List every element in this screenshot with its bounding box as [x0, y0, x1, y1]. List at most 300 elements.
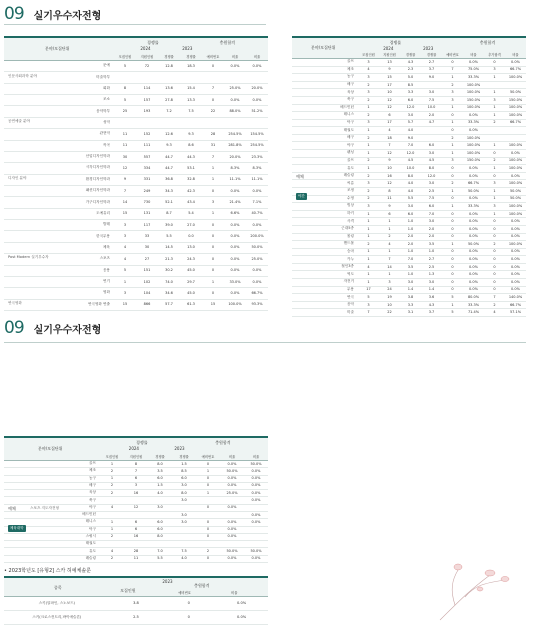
table-cell: 0	[187, 615, 190, 619]
table-cell: 1	[493, 188, 496, 193]
table-cell: 3	[367, 59, 370, 64]
table-cell: 0.0%	[227, 505, 237, 510]
table-cell: 131	[143, 211, 151, 216]
table-row	[4, 596, 268, 611]
column-subheader: 비율	[512, 53, 519, 58]
table-cell: 0	[211, 290, 215, 295]
table-cell: 2.5	[133, 615, 139, 619]
row-unit-label: 축구	[89, 497, 96, 502]
table-cell: 1	[451, 143, 454, 148]
table-cell: 7	[388, 143, 391, 148]
table-cell: 0.0%	[469, 279, 478, 284]
table-cell: 3.0	[428, 181, 435, 186]
table-cell: 1.0	[407, 272, 414, 277]
table-cell: 0	[211, 234, 215, 239]
table-row	[4, 610, 268, 625]
column-group-pass: 충원합격	[215, 440, 231, 445]
section-header-left	[4, 4, 101, 24]
table-cell: 36.8	[165, 177, 173, 182]
table-cell: 0.0%	[251, 556, 261, 561]
table-cell: 9.0	[428, 74, 435, 79]
row-unit-label: 패션디자인학과	[85, 188, 110, 193]
table-cell: 5	[451, 310, 454, 315]
table-cell: 5	[123, 63, 127, 68]
table-cell: 0.0%	[251, 476, 261, 481]
table-cell: 0	[211, 188, 215, 193]
table-cell: 72	[144, 63, 150, 68]
table-cell: 1	[211, 211, 215, 216]
table-cell: 50.0%	[509, 188, 522, 193]
row-unit-label: 축구	[347, 97, 354, 102]
table-cell: 3	[367, 181, 370, 186]
table-cell: 3.5	[428, 241, 435, 246]
table-cell: 2	[110, 468, 114, 473]
table-cell: 5	[123, 268, 127, 273]
row-unit-label: 탁구	[89, 526, 96, 531]
table-cell: 0.0%	[469, 173, 478, 178]
table-cell: 8.7	[166, 211, 172, 216]
table-cell: 10.0	[406, 166, 415, 171]
table-cell: 0.0%	[469, 112, 478, 117]
column-subheader: 비율	[228, 454, 236, 459]
table-cell: 3.3	[407, 90, 414, 95]
table-cell: 1.3	[428, 272, 435, 277]
table-row	[4, 555, 268, 563]
table-cell: 3	[388, 279, 391, 284]
table-cell: 9.0	[407, 135, 414, 140]
table-cell: 0.0%	[469, 234, 478, 239]
flower-illustration	[430, 545, 520, 625]
table-cell: 3	[367, 90, 370, 95]
row-unit-label: 음악	[347, 302, 354, 307]
table-cell: 150.0%	[466, 158, 481, 163]
badge: 야간	[298, 194, 305, 199]
table-cell: 14	[122, 200, 128, 205]
column-subheader: 비율	[253, 54, 261, 59]
table-cell: 7.0	[407, 257, 414, 262]
table-cell: 0	[206, 483, 210, 488]
table-cell: 1	[493, 196, 496, 201]
table-cell: 8	[388, 188, 391, 193]
table-cell: 25	[122, 109, 128, 114]
row-unit-label: 육상	[89, 490, 96, 495]
table-cell: 0	[451, 173, 454, 178]
table-cell: 3.1	[407, 310, 414, 315]
table-cell: 7	[134, 468, 138, 473]
row-unit-label: 시각디자인학과	[85, 165, 110, 170]
table-cell: 18	[387, 135, 392, 140]
table-cell: 1	[206, 490, 210, 495]
column-group-pass: 충원합격	[479, 40, 496, 45]
table-cell: 1	[367, 166, 370, 171]
table-cell: 100.0%	[466, 105, 481, 110]
table-cell: 2	[367, 135, 370, 140]
row-unit-label: 자전거	[343, 279, 354, 284]
table-cell: 193	[143, 109, 151, 114]
badge-group	[8, 506, 26, 533]
table-cell: 0.0%	[230, 234, 240, 239]
row-unit-label: 승마	[347, 248, 354, 253]
table-cell: 0.0%	[511, 219, 520, 224]
table-cell: 6.0	[428, 143, 435, 148]
table-cell: 11	[122, 131, 128, 136]
table-cell: 1	[367, 211, 370, 216]
table-cell: 1	[388, 219, 391, 224]
table-cell: 0.0%	[469, 257, 478, 262]
row-unit-label: 철인3종	[341, 264, 354, 269]
table-cell: 33.3%	[467, 302, 480, 307]
table-cell: 4	[388, 241, 391, 246]
table-cell: 0	[493, 279, 496, 284]
table-cell: 0	[211, 256, 215, 261]
table-cell: 1	[388, 249, 391, 254]
table-cell: 11	[133, 556, 139, 561]
table-cell: 0.0%	[511, 249, 520, 254]
table-cell: 13.6	[165, 86, 173, 91]
table-cell: 3	[493, 67, 496, 72]
table-cell: 3.0	[181, 512, 187, 517]
table-cell: 0	[211, 97, 215, 102]
row-unit-label: 골프	[347, 59, 354, 64]
table-cell: 2	[367, 196, 370, 201]
column-subheader: 모집인원	[118, 54, 132, 59]
table-cell: 45.0	[187, 268, 195, 273]
table-cell: 0.0%	[252, 222, 262, 227]
row-unit-label: 골프	[89, 461, 96, 466]
group-label: 스포츠 지도자전형	[30, 505, 59, 510]
table-cell: 9.3	[188, 131, 194, 136]
table-cell: 1	[493, 143, 496, 148]
table-cell: 3.0	[181, 498, 187, 503]
table-cell: 2	[206, 549, 210, 554]
table-cell: 1	[367, 143, 370, 148]
table-cell: 0.0%	[230, 97, 240, 102]
row-unit-label: 회화	[103, 85, 110, 90]
table-cell: 0.0%	[252, 268, 262, 273]
table-cell: 1	[388, 272, 391, 277]
table-cell: 0	[451, 219, 454, 224]
table-cell: 88.0%	[229, 109, 241, 114]
table-cell: 1.4	[428, 287, 435, 292]
table-cell: 0.0%	[227, 534, 237, 539]
table-cell: 33.0%	[229, 279, 241, 284]
table-cell: 42.3	[187, 188, 195, 193]
table-cell: 0	[451, 211, 454, 216]
table-cell: 4.3	[407, 59, 414, 64]
table-cell: 0	[493, 257, 496, 262]
column-header-unit: 분야/모집단위	[45, 46, 70, 51]
table-cell: 8.0	[181, 490, 187, 495]
table-cell: 0.0%	[230, 245, 240, 250]
table-cell: 4.7	[428, 120, 435, 125]
table-cell: 2	[110, 556, 114, 561]
table-cell: 66.7%	[509, 120, 522, 125]
table-cell: 30	[144, 245, 150, 250]
table-cell: 249	[143, 188, 151, 193]
table-cell: 0	[451, 112, 454, 117]
table-cell: 40.7%	[251, 211, 263, 216]
table-cell: 4.3	[428, 302, 435, 307]
table-cell: 1	[367, 249, 370, 254]
table-cell: 7.5	[181, 549, 187, 554]
table-cell: 1	[451, 188, 454, 193]
table-cell: 7	[211, 86, 215, 91]
table-cell: 0.0%	[469, 226, 478, 231]
table-cell: 0	[451, 249, 454, 254]
table-cell: 3	[493, 181, 496, 186]
table-cell: 4	[367, 264, 370, 269]
table-cell: 4	[367, 67, 370, 72]
table-cell: 5.0	[407, 74, 414, 79]
table-cell: 2.0	[428, 234, 435, 239]
table-cell: 0.0%	[469, 196, 478, 201]
table-cell: 9.3	[166, 143, 172, 148]
table-cell: 7	[451, 67, 454, 72]
table-cell: 3.0	[428, 279, 435, 284]
table-cell: 150.0%	[508, 97, 523, 102]
table-cell: 22	[387, 310, 392, 315]
table-cell: 0.0%	[469, 128, 478, 133]
table-cell: 6	[134, 519, 138, 524]
column-subheader: 모집인원	[362, 53, 375, 58]
table-cell: 0	[451, 279, 454, 284]
table-cell: 24.3	[187, 256, 195, 261]
column-subheader: 지원인원	[129, 454, 143, 459]
table-cell: 100.0%	[508, 166, 523, 171]
table-cell: 44.7	[165, 154, 173, 159]
table-cell: 34.3	[165, 188, 173, 193]
table-cell: 2.0	[407, 241, 414, 246]
table-cell: 0	[493, 219, 496, 224]
table-row	[4, 299, 268, 311]
table-cell: 2	[367, 97, 370, 102]
table-cell: 0.0%	[227, 461, 237, 466]
table-cell: 2	[110, 534, 114, 539]
row-unit-label: 태권도	[85, 541, 96, 546]
table-cell: 1	[451, 105, 454, 110]
row-unit-label: 레슬링	[343, 173, 354, 178]
row-item-label: 스키(알파인, 스노보드)	[38, 600, 75, 605]
table-cell: 1	[493, 105, 496, 110]
table-cell: 1	[211, 279, 215, 284]
table-cell: 1	[367, 272, 370, 277]
table-cell: 33.3%	[467, 203, 480, 208]
table-cell: 100.0%	[508, 105, 523, 110]
table-cell: 0.0%	[252, 279, 262, 284]
badge-label: 예체	[296, 174, 304, 180]
group-label: 공연예술 분야	[8, 119, 30, 124]
table-cell: 100.0%	[466, 90, 481, 95]
table-cell: 0.0%	[469, 219, 478, 224]
table-top-right	[292, 36, 526, 316]
table-cell: 5	[367, 295, 370, 300]
table-cell: 7.0	[428, 211, 435, 216]
table-cell: 2	[493, 302, 496, 307]
row-unit-label: 카누	[347, 256, 354, 261]
table-cell: 16	[133, 490, 139, 495]
row-unit-label: 사격	[347, 218, 354, 223]
row-unit-label: 볼링	[347, 233, 354, 238]
table-cell: 0.0%	[227, 527, 237, 532]
table-cell: 0.0%	[511, 234, 520, 239]
row-unit-label: 배구	[347, 135, 354, 140]
column-reserve: 예비번호	[178, 591, 191, 595]
row-unit-label: 연극	[347, 294, 354, 299]
table-cell: 50.0%	[467, 188, 480, 193]
table-cell: 0.0%	[511, 272, 520, 277]
table-cell: 2.5	[428, 188, 435, 193]
table-cell: 5	[451, 295, 454, 300]
table-cell: 15	[122, 211, 128, 216]
table-cell: 3.0	[428, 150, 435, 155]
table-cell: 43.4	[187, 200, 195, 205]
table-cell: 100.0%	[466, 82, 481, 87]
table-cell: 0	[206, 476, 210, 481]
table-cell: 10	[387, 302, 392, 307]
column-year: 2024	[128, 446, 139, 452]
table-cell: 25.0%	[229, 86, 241, 91]
table-cell: 3.8	[407, 295, 414, 300]
table-cell: 17	[387, 120, 392, 125]
table-cell: 0	[206, 527, 210, 532]
table-cell: 20.0%	[251, 86, 263, 91]
row-unit-label: 레슬링	[85, 555, 96, 560]
table-cell: 2.7	[428, 59, 435, 64]
table-cell: 0	[451, 234, 454, 239]
table-cell: 2	[367, 173, 370, 178]
row-unit-label: 음악학부	[96, 108, 110, 113]
table-cell: 1	[367, 150, 370, 155]
table-cell: 1	[367, 219, 370, 224]
table-cell: 3.0	[407, 203, 414, 208]
table-cell: 28	[133, 549, 139, 554]
table-cell: 27.0	[187, 222, 195, 227]
section-title: 실기우수자전형	[33, 11, 102, 22]
table-cell: 3.8	[133, 601, 139, 605]
table-cell: 7.0	[407, 143, 414, 148]
table-cell: 9	[388, 67, 391, 72]
table-cell: 4.5	[407, 158, 414, 163]
table-cell: 0.0%	[252, 188, 262, 193]
table-cell: 33	[144, 234, 150, 239]
table-cell: 3.0	[407, 112, 414, 117]
table-cell: 0.0%	[251, 483, 261, 488]
table-cell: 0	[211, 268, 215, 273]
table-cell: 2.7	[428, 257, 435, 262]
table-cell: 52.1	[165, 200, 173, 205]
table-cell: 0	[493, 150, 496, 155]
table-cell: 15	[210, 302, 216, 307]
table-cell: 0	[493, 173, 496, 178]
table-cell: 2	[367, 82, 370, 87]
table-cell: 0.0%	[469, 59, 478, 64]
table-cell: 1	[493, 90, 496, 95]
table-cell: 28	[210, 131, 216, 136]
row-unit-label: 한국무용	[96, 233, 110, 238]
column-header-unit: 분야/모집단위	[311, 45, 336, 50]
table-cell: 2	[110, 490, 114, 495]
table-cell: 1.0	[407, 249, 414, 254]
row-unit-label: 펜싱	[347, 150, 354, 155]
table-cell: 57.7	[165, 302, 173, 307]
table-cell: 0.0%	[252, 63, 262, 68]
table-cell: 0.0%	[230, 290, 240, 295]
table-cell: 0.0%	[469, 287, 478, 292]
table-cell: 0.0%	[469, 272, 478, 277]
column-subheader: 지원인원	[140, 54, 154, 59]
row-unit-label: 산업디자인학과	[85, 154, 110, 159]
table-cell: 0.0%	[469, 166, 478, 171]
column-subheader: 경쟁률	[405, 53, 416, 58]
row-unit-label: 환경디자인학과	[85, 176, 110, 181]
table-cell: 1	[367, 257, 370, 262]
table-cell: 0	[206, 556, 210, 561]
table-cell: 1.0	[428, 249, 435, 254]
table-cell: 7	[123, 188, 127, 193]
table-cell: 100.0%	[508, 74, 523, 79]
table-cell: 21.4%	[229, 200, 241, 205]
table-cell: 254.5%	[228, 131, 242, 136]
table-cell: 1	[367, 105, 370, 110]
column-year: 2023	[423, 45, 434, 51]
table-cell: 17	[387, 82, 392, 87]
row-unit-label: 근대5종	[341, 226, 354, 231]
column-subheader: 경쟁률	[164, 54, 174, 59]
table-cell: 2	[388, 234, 391, 239]
row-unit-label: 조소	[103, 97, 110, 102]
column-group-rate: 경쟁률	[147, 40, 159, 45]
row-unit-label: 역도	[347, 271, 354, 276]
table-cell: 200.0%	[250, 234, 264, 239]
column-subheader: 경쟁률	[186, 54, 196, 59]
table-cell: 0	[451, 287, 454, 292]
table-cell: 1	[211, 177, 215, 182]
table-cell: 1	[451, 241, 454, 246]
row-unit-label: 유도	[347, 165, 354, 170]
table-cell: 0.0%	[237, 615, 247, 619]
table-cell: 1	[211, 165, 215, 170]
table-cell: 1	[451, 120, 454, 125]
table-cell: 150.0%	[466, 97, 481, 102]
table-cell: 33.3%	[467, 120, 480, 125]
table-cell: 1	[493, 166, 496, 171]
table-cell: 3.7	[428, 310, 435, 315]
table-cell: 29.7	[187, 279, 195, 284]
table-cell: 4.0	[407, 128, 414, 133]
table-cell: 0	[206, 519, 210, 524]
table-cell: 152	[143, 131, 151, 136]
table-cell: 5.4	[188, 211, 194, 216]
table-cell: 2	[367, 158, 370, 163]
table-cell: 8.5	[407, 82, 414, 87]
table-cell: 4.0	[157, 490, 163, 495]
table-cell: 111	[143, 143, 151, 148]
column-year: 2023	[182, 46, 193, 52]
column-year: 2023	[162, 579, 173, 584]
table-cell: 3	[123, 290, 127, 295]
table-cell: 4	[123, 256, 127, 261]
table-cell: 1	[451, 203, 454, 208]
row-unit-label: 체조	[89, 468, 96, 473]
row-unit-label: 조정	[347, 188, 354, 193]
table-cell: 12	[133, 505, 139, 510]
table-cell: 12.8	[165, 63, 173, 68]
table-bottom	[4, 436, 268, 562]
table-cell: 50.0%	[251, 245, 263, 250]
table-cell: 331	[143, 177, 151, 182]
table-cell: 0	[493, 287, 496, 292]
table-cell: 14.5	[165, 245, 173, 250]
